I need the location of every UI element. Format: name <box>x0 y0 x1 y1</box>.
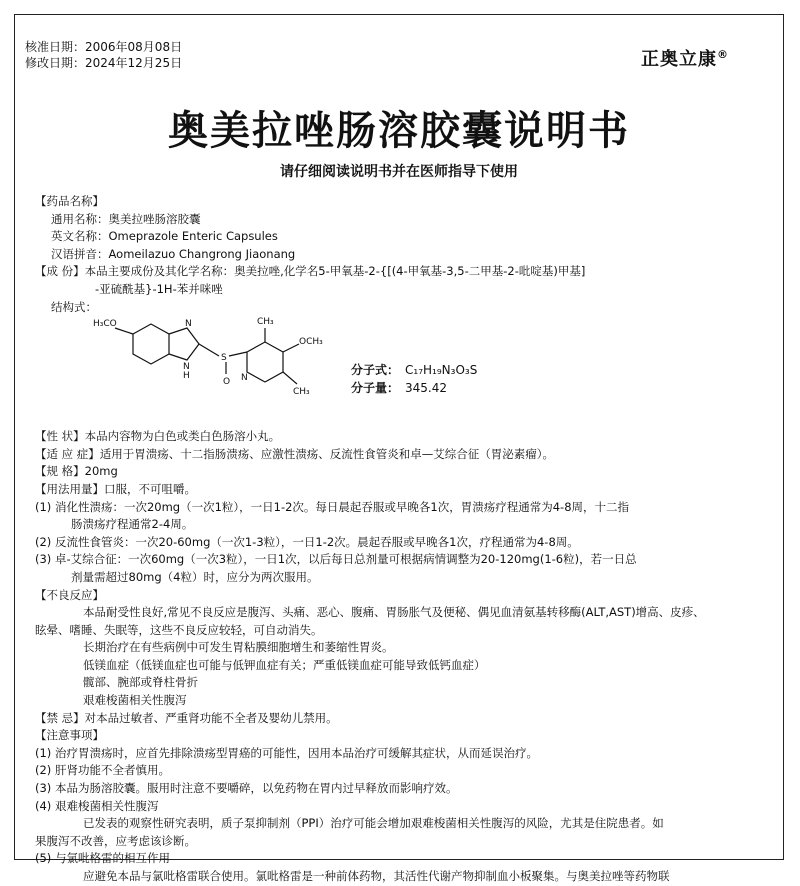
page-title: 奥美拉唑肠溶胶囊说明书 <box>168 108 630 154</box>
atom-sulfur: S <box>221 353 227 364</box>
adverse-para-1: 本品耐受性良好,常见不良反应是腹泻、头痛、恶心、腹痛、胃肠胀气及便秘、偶见血清氨基转移酶(ALT,AST)增高、皮疹、 <box>83 605 705 620</box>
atom-pyridine-n: N <box>241 373 248 384</box>
molecular-formula-label: 分子式： <box>351 363 400 378</box>
atom-n-bottom: N <box>183 362 190 373</box>
brand-logo <box>641 45 729 71</box>
dosage-item-1: (1) 消化性溃疡：一次20mg（一次1粒），一日1-2次。每日晨起吞服或早晚各1次，胃溃疡疗程通常为4-8周，十二指 <box>35 499 630 514</box>
molecular-weight-value: 345.42 <box>405 381 448 396</box>
atom-h: H <box>183 371 190 382</box>
molecular-formula-value: C₁₇H₁₉N₃O₃S <box>405 363 478 378</box>
atom-ch3-top: CH₃ <box>257 317 274 328</box>
molecular-weight-label: 分子量： <box>351 381 400 396</box>
dosage-item-1-cont: 肠溃疡疗程通常2-4周。 <box>71 517 194 532</box>
structure-label: 结构式： <box>51 299 97 314</box>
adverse-para-4: 髋部、腕部或脊柱骨折 <box>83 675 198 690</box>
leaflet-frame <box>14 14 784 883</box>
specification-line: 【规 格】20mg <box>35 464 118 479</box>
precaution-item-5: (5) 与氯吡格雷的相互作用 <box>35 851 170 866</box>
atom-n-top: N <box>185 319 192 330</box>
precaution-item-4-para: 已发表的观察性研究表明，质子泵抑制剂（PPI）治疗可能会增加艰难梭菌相关性腹泻的风险，尤其是住院患者。如 <box>83 816 664 831</box>
molecular-weight <box>351 380 447 398</box>
generic-name: 通用名称：奥美拉唑肠溶胶囊 <box>51 211 201 226</box>
adverse-para-1-cont: 眩晕、嗜睡、失眠等，这些不良反应较轻，可自动消失。 <box>35 622 323 637</box>
atom-och3: OCH₃ <box>299 337 323 348</box>
imidazole-ring <box>169 328 199 360</box>
composition-line-cont: -亚硫酰基}-1H-苯并咪唑 <box>95 281 223 296</box>
c2-s-bond <box>199 344 219 356</box>
contraindications-line: 【禁 忌】对本品过敏者、严重肾功能不全者及婴幼儿禁用。 <box>35 710 338 725</box>
properties-line: 【性 状】本品内容物为白色或类白色肠溶小丸。 <box>35 429 281 444</box>
brand-name: 正奥立康 <box>641 49 717 70</box>
dosage-item-3-cont: 剂量需超过80mg（4粒）时，应分为两次服用。 <box>71 569 319 584</box>
atom-oxygen: O <box>223 377 231 388</box>
structure-block <box>35 316 775 428</box>
page-subtitle: 请仔细阅读说明书并在医师指导下使用 <box>280 164 518 180</box>
composition-line: 【成 份】本品主要成份及其化学名称：奥美拉唑,化学名5-甲氧基-2-{[(4-甲氧基-3,5-二甲基-2-吡啶基)甲基] <box>35 264 586 279</box>
dosage-item-2: (2) 反流性食管炎：一次20-60mg（一次1-3粒），一日1-2次。晨起吞服或早晚各1次，疗程通常为4-8周。 <box>35 534 579 549</box>
revision-date: 修改日期：2024年12月25日 <box>25 56 183 70</box>
precaution-item-4-cont: 果腹泻不改善，应考虑该诊断。 <box>35 833 196 848</box>
precaution-item-2: (2) 肝肾功能不全者慎用。 <box>35 763 170 778</box>
pyridine-ring <box>247 342 283 382</box>
precaution-item-5-para: 应避免本品与氯吡格雷联合使用。氯吡格雷是一种前体药物，其活性代谢产物抑制血小板聚集。与奥美拉唑等药物联 <box>83 869 670 883</box>
indications-line: 【适 应 症】适用于胃溃疡、十二指肠溃疡、应激性溃疡、反流性食管炎和卓—艾综合征（胃泌素瘤）。 <box>35 446 555 461</box>
dosage-item-3: (3) 卓-艾综合征：一次60mg（一次3粒），一日1次，以后每日总剂量可根据病情调整为20-120mg(1-6粒)，若一日总 <box>35 552 637 567</box>
adverse-heading: 【不良反应】 <box>35 587 104 602</box>
precaution-item-1: (1) 治疗胃溃疡时，应首先排除溃疡型胃癌的可能性，因用本品治疗可缓解其症状，从而延误治疗。 <box>35 745 538 760</box>
pinyin-name: 汉语拼音：Aomeilazuo Changrong Jiaonang <box>51 246 296 261</box>
s-ch2-bond <box>229 352 247 356</box>
molecular-formula <box>351 362 477 380</box>
precaution-item-4: (4) 艰难梭菌相关性腹泻 <box>35 798 159 813</box>
precaution-item-3: (3) 本品为肠溶胶囊。服用时注意不要嚼碎，以免药物在胃内过早释放而影响疗效。 <box>35 781 458 796</box>
ch3-bottom-bond <box>283 372 297 384</box>
english-name: 英文名称：Omeprazole Enteric Capsules <box>51 229 278 244</box>
benzene-ring <box>133 324 169 364</box>
registered-mark: ® <box>717 48 729 61</box>
structural-formula-diagram <box>75 312 375 424</box>
atom-ch3-bottom: CH₃ <box>293 387 310 398</box>
adverse-para-2: 长期治疗在有些病例中可发生胃粘膜细胞增生和萎缩性胃炎。 <box>83 640 394 655</box>
atom-methoxy-left: H₃CO <box>93 319 117 330</box>
dosage-heading: 【用法用量】口服，不可咀嚼。 <box>35 481 196 496</box>
adverse-para-3: 低镁血症（低镁血症也可能与低钾血症有关；严重低镁血症可能导致低钙血症） <box>83 657 486 672</box>
leaflet-body <box>35 193 775 886</box>
adverse-para-5: 艰难梭菌相关性腹泻 <box>83 693 187 708</box>
drug-name-heading: 【药品名称】 <box>35 194 104 208</box>
och3-bond <box>283 344 299 352</box>
precautions-heading: 【注意事项】 <box>35 728 104 743</box>
methoxy-bond <box>115 328 133 334</box>
approval-date: 核准日期：2006年08月08日 <box>25 40 183 54</box>
